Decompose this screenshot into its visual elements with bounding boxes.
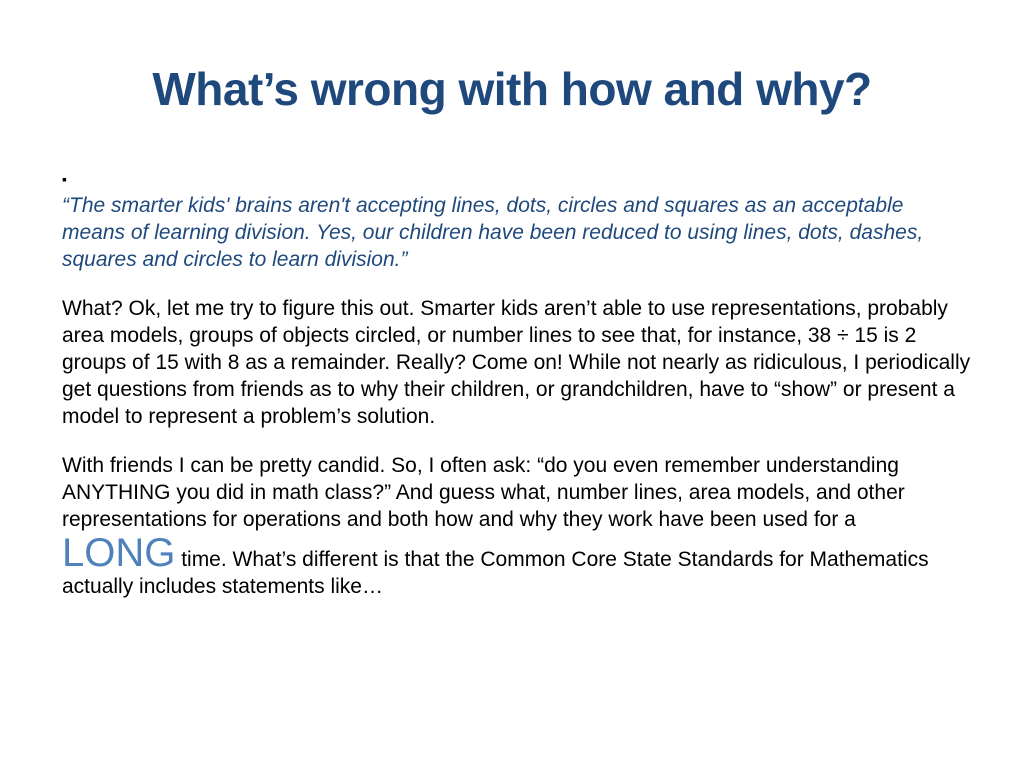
slide-body: [62, 172, 972, 622]
long-emphasis: LONG: [62, 531, 176, 575]
paragraph-one: What? Ok, let me try to figure this out. Smarter kids aren’t able to use representations, probably area models, groups of objects circled, or number lines to see that, for instance, 38 ÷ 15 is 2 groups of 15 with 8 as a remainder. Really? Come on! While not nearly as ridiculous, I periodically get questions from friends as to why their children, or grandchildren, have to “show” or present a model to represent a problem’s solution.: [62, 297, 971, 428]
quote-text: “The smarter kids' brains aren't accepting lines, dots, circles and squares as an acceptable means of learning division. Yes, our children have been reduced to using lines, dots, dashes, squares and circles to learn division.”: [62, 194, 924, 271]
bullet-marker: ▪: [62, 171, 67, 187]
slide-title: What’s wrong with how and why?: [152, 63, 872, 115]
paragraph-two-before: With friends I can be pretty candid. So, I often ask: “do you even remember understanding ANYTHING you did in math class?” And guess what, number lines, area models, and other representations for operations and both how and why they work have been used for a: [62, 454, 905, 531]
paragraph-two: [62, 452, 972, 600]
paragraph-two-after: time. What’s different is that the Common Core State Standards for Mathematics actually includes statements like…: [62, 548, 929, 598]
